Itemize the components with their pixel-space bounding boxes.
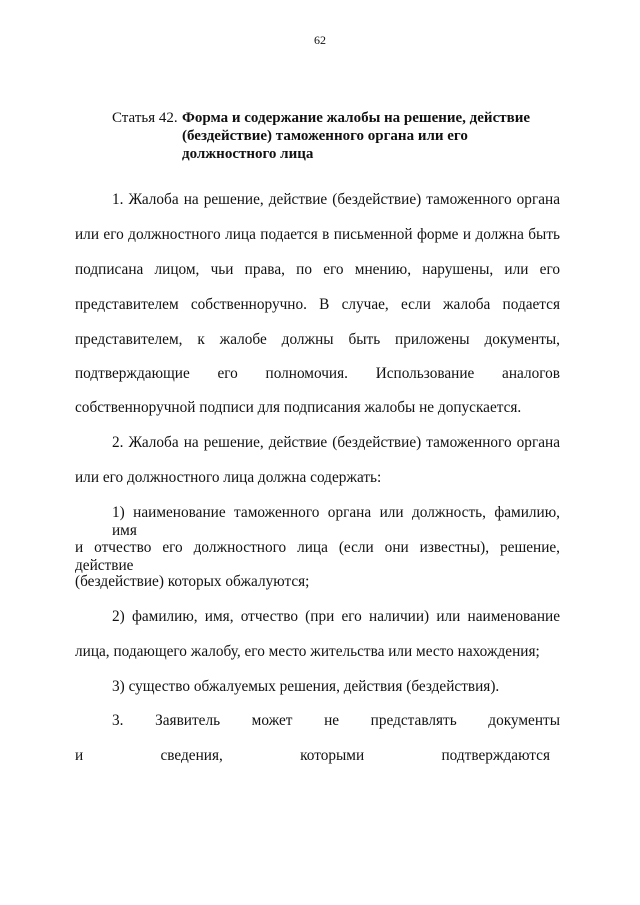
article-title-text: должностного лица bbox=[182, 146, 314, 162]
text-line: и отчество его должностного лица (если они известны), решение, действие bbox=[75, 539, 560, 574]
article-title-line-2 bbox=[182, 127, 468, 145]
text-line: (бездействие) которых обжалуются; bbox=[75, 573, 310, 590]
article-title-text: (бездействие) таможенного органа или его bbox=[182, 128, 468, 144]
text-line: 1) наименование таможенного органа или должность, фамилию, имя bbox=[112, 504, 560, 539]
article-title-text: Форма и содержание жалобы на решение, действие bbox=[182, 110, 530, 126]
text-line: подтверждающие его полномочия. Использование аналогов bbox=[75, 365, 560, 382]
text-line: и сведения, которыми подтверждаются bbox=[75, 747, 550, 764]
article-title-line-3 bbox=[182, 145, 313, 163]
text-line: или его должностного лица должна содержать: bbox=[75, 469, 382, 486]
text-line: 2. Жалоба на решение, действие (бездействие) таможенного органа bbox=[112, 434, 560, 451]
text-line: лица, подающего жалобу, его место жительства или место нахождения; bbox=[75, 643, 540, 660]
text-line: 3. Заявитель может не представлять документы bbox=[112, 712, 560, 729]
text-line: представителем собственноручно. В случае, если жалоба подается bbox=[75, 296, 560, 313]
text-line: представителем, к жалобе должны быть приложены документы, bbox=[75, 331, 560, 348]
text-line: собственноручной подписи для подписания жалобы не допускается. bbox=[75, 399, 522, 416]
text-line: 1. Жалоба на решение, действие (бездействие) таможенного органа bbox=[112, 191, 560, 208]
text-line: 2) фамилию, имя, отчество (при его наличии) или наименование bbox=[112, 608, 560, 625]
article-prefix: Статья 42. bbox=[112, 110, 178, 126]
text-line: подписана лицом, чьи права, по его мнению, нарушены, или его bbox=[75, 261, 560, 278]
text-line: 3) существо обжалуемых решения, действия (бездействия). bbox=[112, 678, 500, 695]
page-number: 62 bbox=[314, 33, 326, 47]
text-line: или его должностного лица подается в письменной форме и должна быть bbox=[75, 226, 560, 243]
article-title-line-1 bbox=[182, 109, 530, 127]
